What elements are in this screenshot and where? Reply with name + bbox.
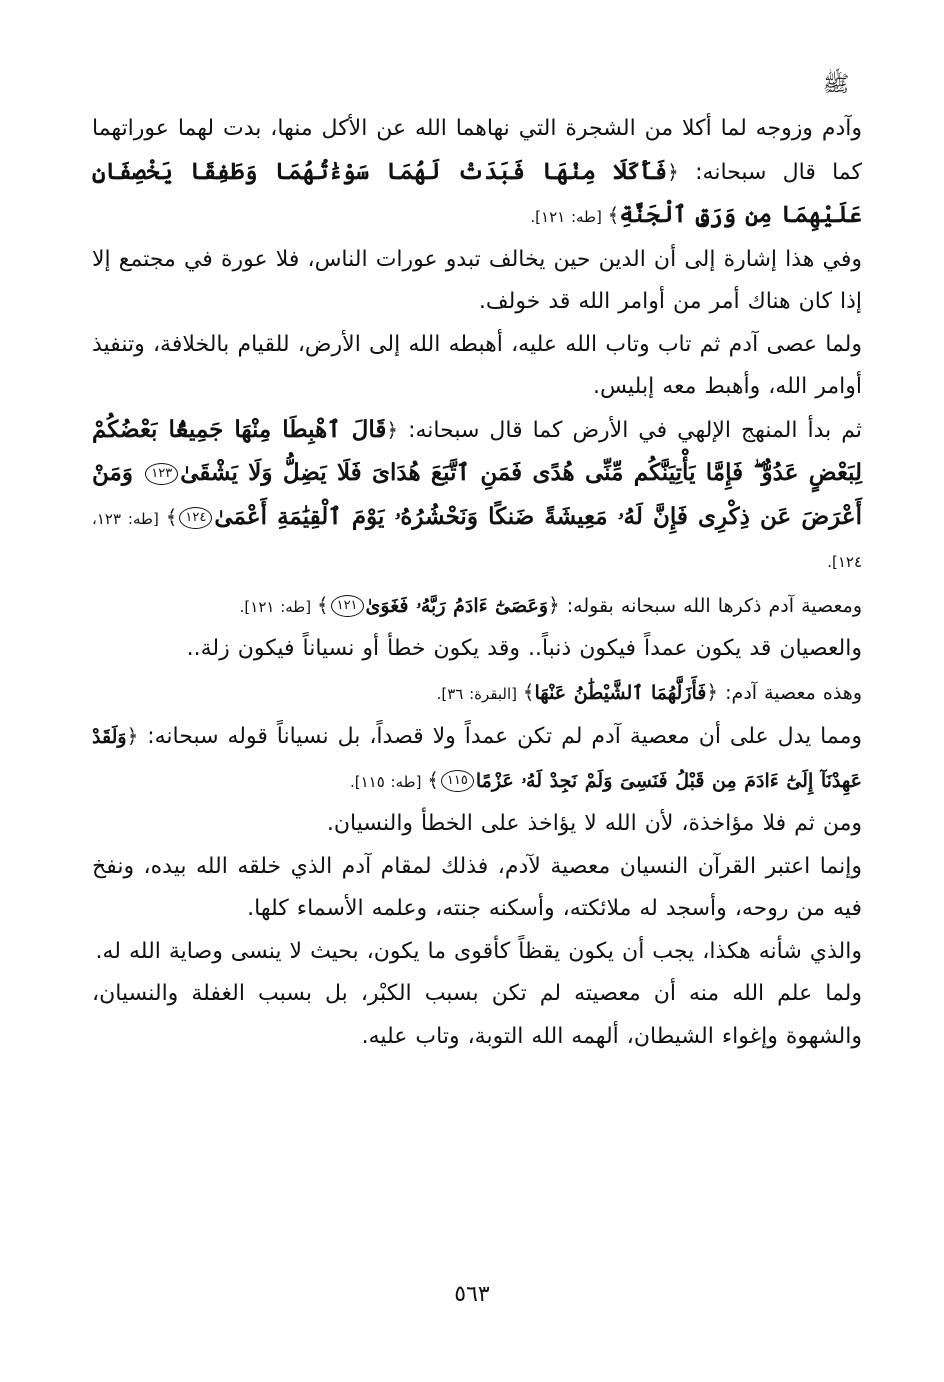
paragraph-text: وآدم وزوجه لما أكلا من الشجرة التي نهاهما الله عن الأكل منها، بدت لهما عوراتهما كما قال سبحانه:: [92, 116, 862, 185]
quran-verse: وَمَنْ أَعْرَضَ عَن ذِكْرِى فَإِنَّ لَهُۥ مَعِيشَةً ضَنكًا وَنَحْشُرُهُۥ يَوْمَ ٱلْقِيَٰمَةِ أَعْمَىٰ: [92, 459, 862, 530]
page-body: [92, 108, 862, 1058]
verse-reference: [طه: ١١٥].: [349, 772, 428, 791]
quran-close-bracket: ﴾: [316, 592, 329, 617]
quran-open-bracket: ﴿: [706, 679, 719, 704]
paragraph-6: [92, 628, 862, 671]
verse-number-marker: ١١٥: [441, 770, 474, 792]
paragraph-text: وفي هذا إشارة إلى أن الدين حين يخالف تبدو عورات الناس، فلا عورة في مجتمع إلا إذا كان هناك أمر من أوامر الله قد خولف.: [92, 246, 862, 314]
quran-open-bracket: ﴿: [548, 592, 560, 617]
quran-verse: وَعَصَىٰٓ ءَادَمُ رَبَّهُۥ فَغَوَىٰ: [365, 594, 548, 617]
paragraph-text: وإنما اعتبر القرآن النسيان معصية لآدم، فذلك لمقام آدم الذي خلقه الله بيده، ونفخ فيه من روحه، وأسجد له ملائكته، وأسكنه جنته، وعلمه الأسماء كلها.: [92, 853, 862, 921]
paragraph-text: ومما يدل على أن معصية آدم لم تكن عمداً ولا قصداً، بل نسياناً قوله سبحانه:: [138, 724, 862, 749]
verse-reference: [طه: ١٢١].: [530, 208, 608, 226]
quran-verse: قَالَ ٱهْبِطَا مِنْهَا جَمِيعًۢا بَعْضُكُمْ لِبَعْضٍ عَدُوٌّ ۖ فَإِمَّا يَأْتِيَنَّكُم مِّنِّى هُدًى فَمَنِ ٱتَّبَعَ هُدَاىَ فَلَا يَضِلُّ وَلَا يَشْقَىٰ: [92, 415, 862, 486]
paragraph-3: [92, 324, 862, 409]
quran-open-bracket: ﴿: [126, 724, 139, 748]
paragraph-12: [92, 973, 862, 1058]
paragraph-4: [92, 409, 862, 584]
verse-reference: [طه: ١٢١].: [239, 597, 317, 616]
paragraph-2: [92, 239, 862, 324]
quran-verse: فَأَكَلَا مِنْهَا فَبَدَتْ لَهُمَا سَوْءَٰتُهُمَا وَطَفِقَا يَخْصِفَانِ عَلَيْهِمَا مِن وَرَقِ ٱلْجَنَّةِ: [92, 157, 862, 228]
paragraph-text: والعصيان قد يكون عمداً فيكون ذنباً.. وقد يكون خطأ أو نسياناً فيكون زلة..: [186, 636, 862, 661]
paragraph-1: [92, 108, 862, 239]
quran-verse: وَلَقَدْ عَهِدْنَآ إِلَىٰٓ ءَادَمَ مِن قَبْلُ فَنَسِىَ وَلَمْ نَجِدْ لَهُۥ عَزْمًا: [92, 726, 862, 792]
quran-open-bracket: ﴿: [386, 417, 399, 442]
paragraph-text: ولما علم الله منه أن معصيته لم تكن بسبب الكبْر، بل بسبب الغفلة والنسيان، والشهوة وإغواء الشيطان، ألهمه الله التوبة، وتاب عليه.: [92, 981, 862, 1049]
paragraph-text: والذي شأنه هكذا، يجب أن يكون يقظاً كأقوى ما يكون، بحيث لا ينسى وصاية الله له.: [95, 938, 862, 964]
paragraph-8: [92, 715, 862, 803]
quran-close-bracket: ﴾: [427, 767, 439, 792]
honorific-calligraphy: ﷺ: [822, 72, 850, 97]
paragraph-9: [92, 803, 862, 846]
quran-close-bracket: ﴾: [165, 504, 178, 529]
verse-number-marker: ١٢١: [331, 595, 364, 617]
paragraph-7: [92, 671, 862, 716]
paragraph-text: ولما عصى آدم ثم تاب وتاب الله عليه، أهبطه الله إلى الأرض، للقيام بالخلافة، وتنفيذ أوامر الله، وأهبط معه إبليس.: [92, 331, 862, 399]
paragraph-text: ومن ثم فلا مؤاخذة، لأن الله لا يؤاخذ على الخطأ والنسيان.: [326, 811, 862, 836]
paragraph-text: ثم بدأ المنهج الإلهي في الأرض كما قال سبحانه:: [398, 417, 862, 443]
verse-number-marker: ١٢٣: [145, 463, 178, 485]
paragraph-10: [92, 846, 862, 931]
paragraph-text: وهذه معصية آدم:: [718, 681, 862, 704]
quran-verse: فَأَزَلَّهُمَا ٱلشَّيْطَٰنُ عَنْهَا: [534, 681, 707, 704]
quran-close-bracket: ﴾: [522, 679, 535, 704]
quran-close-bracket: ﴾: [607, 203, 620, 227]
quran-open-bracket: ﴿: [667, 159, 679, 184]
verse-number-marker: ١٢٤: [179, 507, 212, 529]
verse-reference: [البقرة: ٣٦].: [436, 684, 523, 703]
paragraph-11: [92, 931, 862, 974]
page-number: ٥٦٣: [454, 1282, 490, 1307]
verse-reference: [طه: ١٢٣، ١٢٤].: [92, 509, 862, 571]
paragraph-5: [92, 584, 862, 629]
paragraph-text: ومعصية آدم ذكرها الله سبحانه بقوله:: [559, 594, 862, 617]
